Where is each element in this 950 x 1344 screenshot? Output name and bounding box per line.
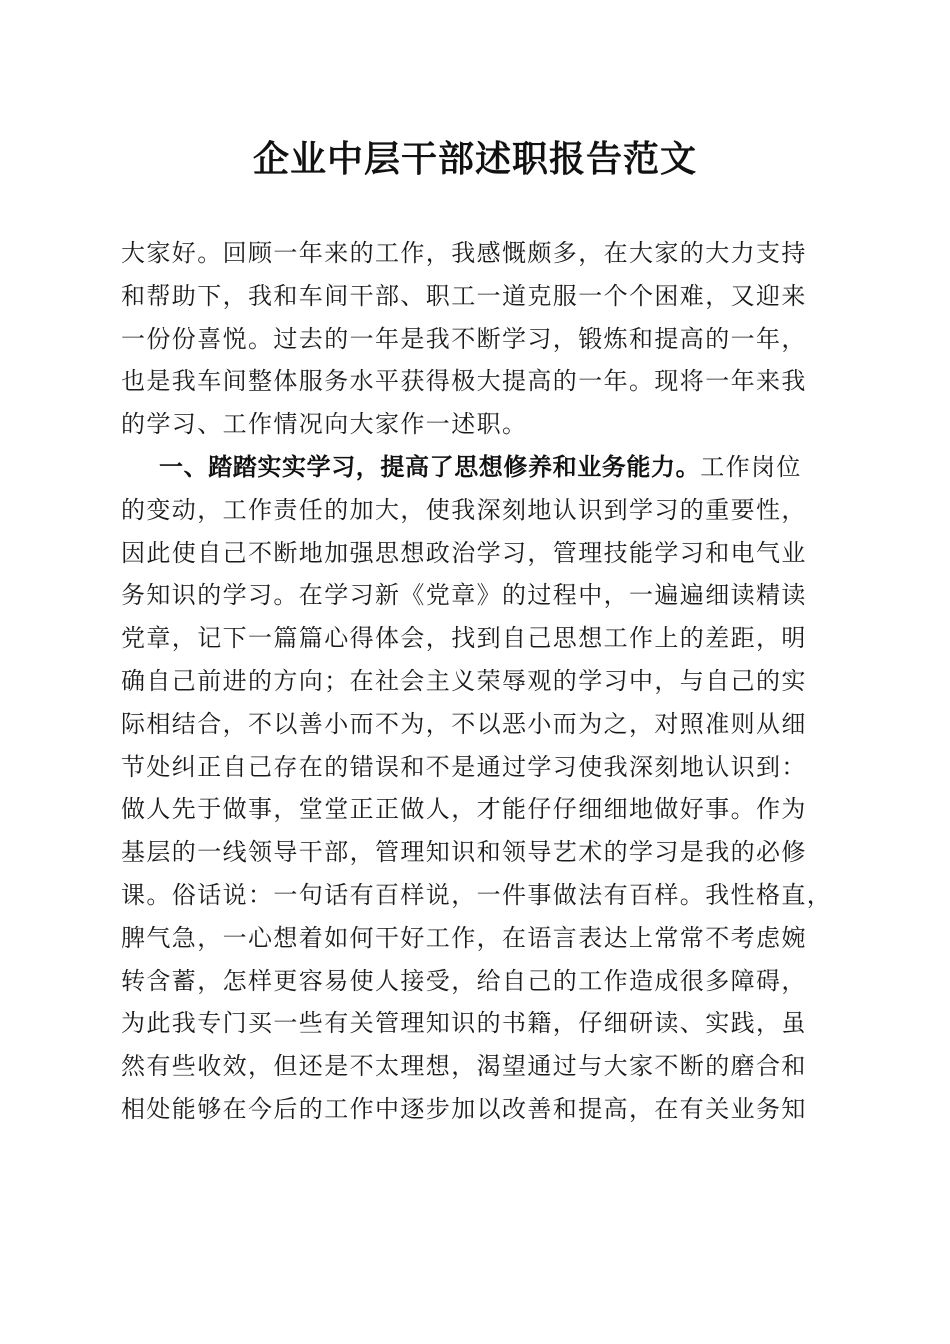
section1-line: 际相结合，不以善小而不为，不以恶小而为之，对照准则从细 [121, 709, 807, 738]
section1-heading: 一、踏踏实实学习，提高了思想修养和业务能力。 [159, 452, 701, 481]
intro-line: 和帮助下，我和车间干部、职工一道克服一个个困难，又迎来 [121, 281, 807, 310]
section1-line: 转含蓄，怎样更容易使人接受，给自己的工作造成很多障碍， [121, 966, 807, 995]
section1-line: 确自己前进的方向；在社会主义荣辱观的学习中，与自己的实 [121, 666, 807, 695]
section1-line: 做人先于做事，堂堂正正做人，才能仔仔细细地做好事。作为 [121, 795, 807, 824]
document-title: 企业中层干部述职报告范文 [252, 138, 697, 180]
intro-line: 大家好。回顾一年来的工作，我感慨颇多，在大家的大力支持 [121, 239, 807, 267]
intro-line: 的学习、工作情况向大家作一述职。 [121, 410, 528, 439]
section1-line: 的变动，工作责任的加大，使我深刻地认识到学习的重要性， [121, 495, 807, 524]
section1-line: 因此使自己不断地加强思想政治学习，管理技能学习和电气业 [121, 538, 807, 567]
document-body [121, 232, 831, 1131]
section1-line: 节处纠正自己存在的错误和不是通过学习使我深刻地认识到： [121, 752, 807, 781]
section1-line: 基层的一线领导干部，管理知识和领导艺术的学习是我的必修 [121, 838, 807, 867]
section1-line: 为此我专门买一些有关管理知识的书籍，仔细研读、实践，虽 [121, 1009, 807, 1038]
section1-line: 相处能够在今后的工作中逐步加以改善和提高，在有关业务知 [121, 1094, 807, 1123]
section1-line: 课。俗话说：一句话有百样说，一件事做法有百样。我性格直， [121, 880, 833, 909]
intro-line: 也是我车间整体服务水平获得极大提高的一年。现将一年来我 [121, 367, 807, 396]
section1-line: 脾气急，一心想着如何干好工作，在语言表达上常常不考虑婉 [121, 923, 807, 952]
section1-line: 党章，记下一篇篇心得体会，找到自己思想工作上的差距，明 [121, 624, 807, 653]
section1-line: 然有些收效，但还是不太理想，渴望通过与大家不断的磨合和 [121, 1052, 807, 1081]
intro-line: 一份份喜悦。过去的一年是我不断学习，锻炼和提高的一年， [121, 324, 807, 353]
section1-line: 务知识的学习。在学习新《党章》的过程中，一遍遍细读精读 [121, 581, 807, 610]
section1-first-line-rest: 工作岗位 [700, 452, 802, 481]
section1-first-line [121, 446, 831, 489]
